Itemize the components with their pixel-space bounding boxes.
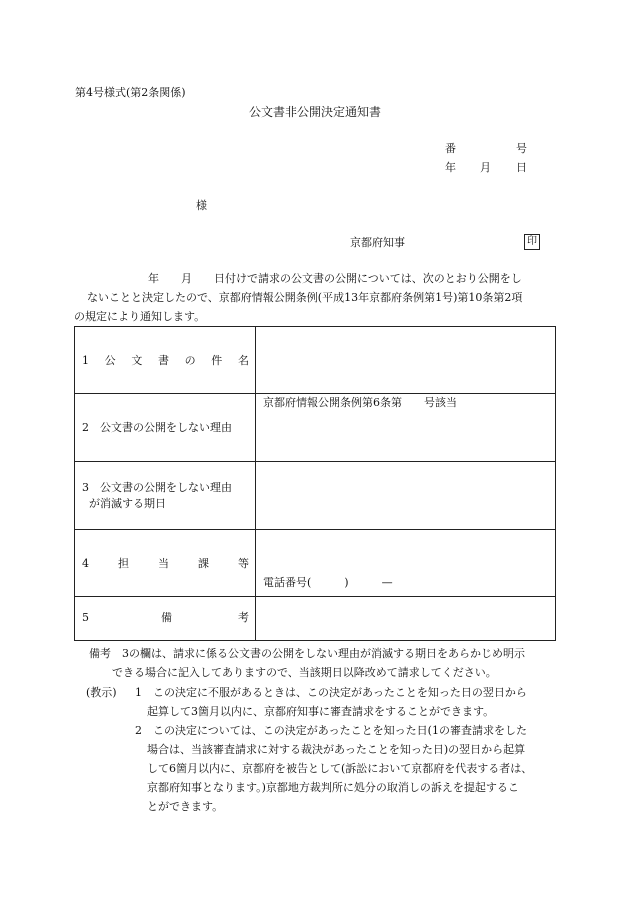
row1-char: の bbox=[184, 354, 196, 367]
row4-number: 4 bbox=[82, 557, 89, 570]
row1-char: 名 bbox=[237, 354, 249, 367]
form-number-label: 第4号様式(第2条関係) bbox=[75, 86, 186, 99]
instructions-label: (教示) bbox=[86, 686, 117, 699]
date-year: 年 bbox=[445, 161, 456, 174]
seal-mark: 印 bbox=[524, 234, 540, 250]
label-remarks bbox=[75, 597, 256, 641]
body-line-1: 年 月 日付けで請求の公文書の公開については、次のとおり公開をし bbox=[148, 272, 522, 285]
value-document-name bbox=[256, 327, 556, 394]
reason-label: 2 公文書の公開をしない理由 bbox=[82, 421, 232, 434]
row4-char: 課 bbox=[198, 557, 209, 570]
phone-line: 電話番号( ) — bbox=[263, 576, 393, 589]
expiry-label-line1: 3 公文書の公開をしない理由 bbox=[82, 481, 232, 494]
row1-char: 件 bbox=[211, 354, 223, 367]
instruction-2-line-4: 京都府知事となります。)京都地方裁判所に処分の取消しの訴えを提起するこ bbox=[147, 781, 519, 794]
value-department bbox=[256, 530, 556, 597]
value-remarks bbox=[256, 597, 556, 641]
expiry-label-line2: が消滅する期日 bbox=[89, 497, 166, 510]
row4-char: 担 bbox=[118, 557, 129, 570]
value-expiry bbox=[256, 462, 556, 530]
row4-char: 等 bbox=[238, 557, 249, 570]
reason-value: 京都府情報公開条例第6条第 号該当 bbox=[263, 396, 457, 409]
instruction-1-line-2: 起算して3箇月以内に、京都府知事に審査請求をすることができます。 bbox=[147, 705, 495, 718]
row1-char: 書 bbox=[157, 354, 169, 367]
number-label: 番 bbox=[445, 142, 456, 155]
row1-char: 文 bbox=[131, 354, 143, 367]
label-expiry bbox=[75, 462, 256, 530]
row4-char: 当 bbox=[158, 557, 169, 570]
row5-char: 備 bbox=[161, 611, 172, 624]
instruction-2-line-2: 場合は、当該審査請求に対する裁決があったことを知った日)の翌日から起算 bbox=[147, 743, 526, 756]
remarks-line-1: 備考 3の欄は、請求に係る公文書の公開をしない理由が消滅する期日をあらかじめ明示 bbox=[89, 647, 525, 660]
row5-number: 5 bbox=[82, 611, 89, 624]
instruction-1-line-1: 1 この決定に不服があるときは、この決定があったことを知った日の翌日から bbox=[135, 686, 527, 699]
number-suffix: 号 bbox=[516, 142, 527, 155]
label-reason bbox=[75, 394, 256, 462]
date-day: 日 bbox=[516, 161, 527, 174]
label-department bbox=[75, 530, 256, 597]
instruction-2-line-3: して6箇月以内に、京都府を被告として(訴訟において京都府を代表する者は、 bbox=[147, 762, 533, 775]
body-line-3: の規定により通知します。 bbox=[74, 310, 206, 323]
body-line-2: ないことと決定したので、京都府情報公開条例(平成13年京都府条例第1号)第10条第2項 bbox=[87, 291, 523, 304]
row1-char: 公 bbox=[104, 354, 116, 367]
issuer-name: 京都府知事 bbox=[350, 236, 405, 249]
notice-table bbox=[74, 326, 556, 641]
row-remarks bbox=[75, 597, 556, 641]
date-month: 月 bbox=[480, 161, 491, 174]
row-department bbox=[75, 530, 556, 597]
remarks-line-2: できる場合に記入してありますので、当該期日以降改めて請求してください。 bbox=[112, 666, 497, 679]
label-document-name bbox=[75, 327, 256, 394]
addressee-suffix: 様 bbox=[196, 199, 207, 212]
value-reason bbox=[256, 394, 556, 462]
instruction-2-line-5: とができます。 bbox=[147, 800, 224, 813]
row-document-name bbox=[75, 327, 556, 394]
document-title: 公文書非公開決定通知書 bbox=[249, 105, 382, 119]
instruction-2-line-1: 2 この決定については、この決定があったことを知った日(1の審査請求をした bbox=[135, 724, 527, 737]
row-reason bbox=[75, 394, 556, 462]
row5-char: 考 bbox=[238, 611, 249, 624]
row1-number: 1 bbox=[82, 354, 89, 367]
row-expiry bbox=[75, 462, 556, 530]
